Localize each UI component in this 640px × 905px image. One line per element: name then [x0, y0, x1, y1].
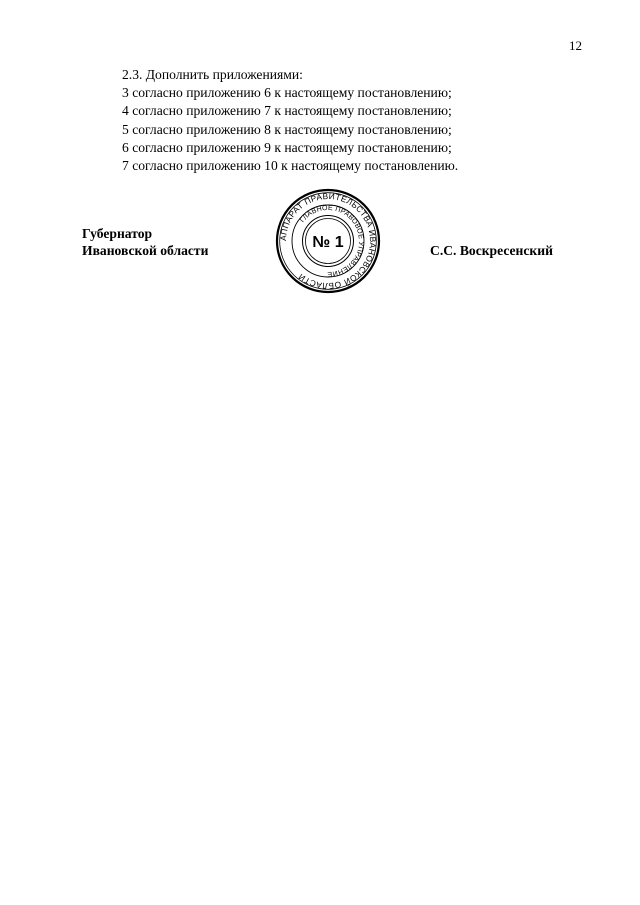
- page-number: 12: [569, 38, 582, 53]
- seal-number: № 1: [312, 234, 344, 251]
- signatory-name: С.С. Воскресенский: [430, 243, 553, 258]
- body-line: 4 согласно приложению 7 к настоящему постановлению;: [122, 103, 452, 119]
- signatory-title: Губернатор: [82, 226, 153, 241]
- seal-inner-text: ГЛАВНОЕ ПРАВОВОЕ УПРАВЛЕНИЕ: [299, 204, 365, 278]
- body-line: 6 согласно приложению 9 к настоящему постановлению;: [122, 139, 452, 155]
- seal-outer-text: АППАРАТ ПРАВИТЕЛЬСТВА ИВАНОВСКОЙ ОБЛАСТИ: [277, 190, 379, 292]
- body-line: 3 согласно приложению 6 к настоящему постановлению;: [122, 85, 452, 101]
- seal-graphic: [275, 188, 381, 294]
- signatory-position: [82, 225, 208, 259]
- official-seal: [275, 188, 381, 294]
- body-line: 2.3. Дополнить приложениями:: [122, 67, 303, 82]
- body-line: 7 согласно приложению 10 к настоящему постановлению.: [122, 158, 459, 174]
- document-body: [122, 66, 458, 175]
- body-line: 5 согласно приложению 8 к настоящему постановлению;: [122, 121, 452, 137]
- signatory-region: Ивановской области: [82, 243, 209, 258]
